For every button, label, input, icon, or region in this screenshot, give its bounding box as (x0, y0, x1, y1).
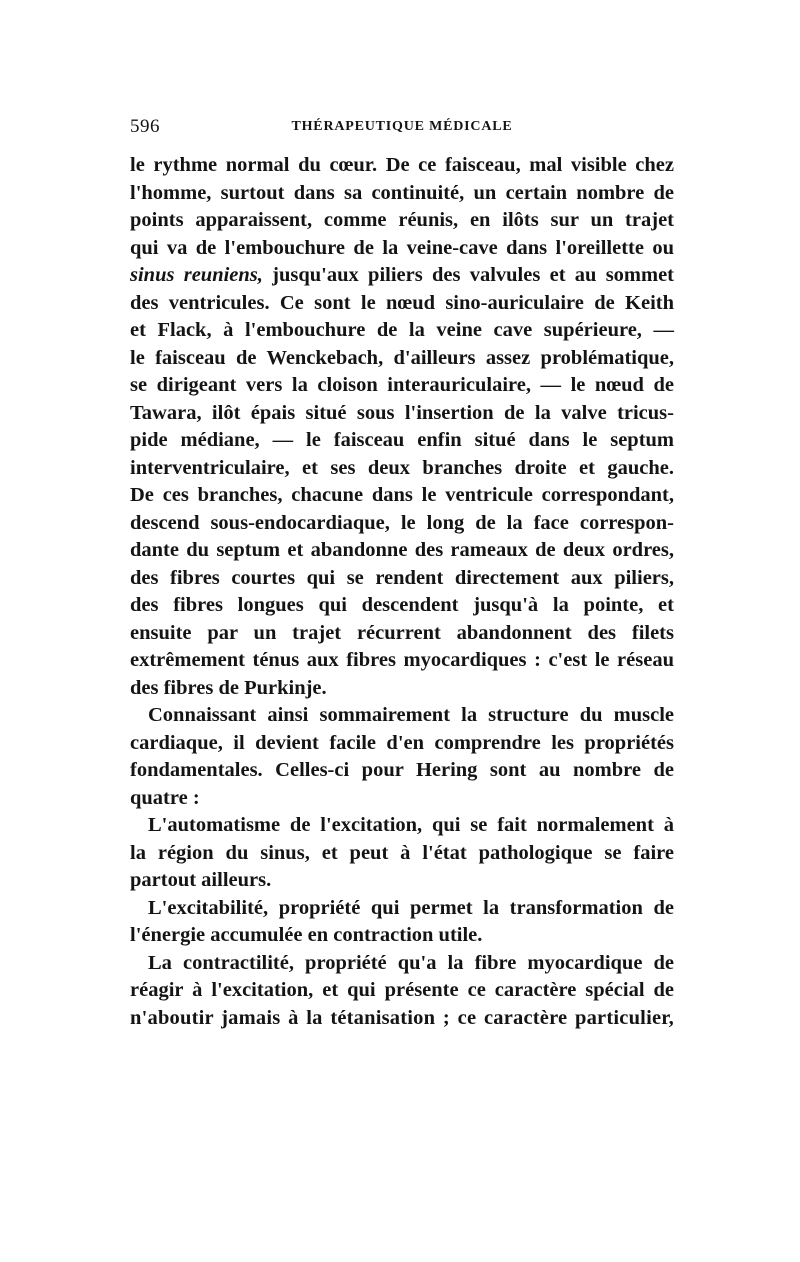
line-text: fondamentales. Celles-ci pour Hering sont au nombre de (130, 759, 674, 781)
text-line (130, 180, 674, 208)
text-line (130, 840, 674, 868)
line-text: ensuite par un trajet récurrent abandonnent des filets (130, 621, 674, 644)
text-line (130, 345, 674, 373)
text-line (130, 152, 674, 180)
text-line (130, 785, 674, 813)
line-text: Tawara, ilôt épais situé sous l'insertion de la valve tricus- (130, 401, 674, 424)
text-line (130, 317, 674, 345)
line-text: interventriculaire, et ses deux branches droite et gauche. (130, 456, 674, 479)
line-text: De ces branches, chacune dans le ventricule correspondant, (130, 484, 674, 506)
italic-term: sinus reuniens, (130, 264, 263, 286)
line-text: quatre : (130, 786, 200, 809)
line-text: partout ailleurs. (130, 869, 272, 891)
running-head: THÉRAPEUTIQUE MÉDICALE (291, 119, 513, 134)
page-number: 596 (130, 116, 160, 137)
text-line (130, 950, 674, 978)
text-line (130, 620, 674, 648)
text-line (130, 592, 674, 620)
text-line (130, 290, 674, 318)
line-text: L'automatisme de l'excitation, qui se fait normalement à (148, 814, 674, 836)
text-line (130, 455, 674, 483)
line-text: L'excitabilité, propriété qui permet la transformation de (148, 896, 674, 919)
text-line (130, 565, 674, 593)
text-line (130, 1005, 674, 1033)
line-text: la région du sinus, et peut à l'état pathologique se faire (130, 841, 674, 864)
text-line (130, 757, 674, 785)
line-text: réagir à l'excitation, et qui présente ce caractère spécial de (130, 979, 674, 1001)
page-header (130, 116, 674, 140)
line-text: le faisceau de Wenckebach, d'ailleurs assez problématique, (130, 346, 674, 369)
text-line (130, 262, 674, 290)
line-text: des ventricules. Ce sont le nœud sino-auriculaire de Keith (130, 291, 674, 314)
line-text: pide médiane, — le faisceau enfin situé dans le septum (130, 429, 674, 451)
text-line (130, 730, 674, 758)
line-text: qui va de l'embouchure de la veine-cave dans l'oreillette ou (130, 236, 674, 259)
line-text: des fibres courtes qui se rendent directement aux piliers, (130, 566, 674, 589)
text-line (130, 482, 674, 510)
line-text: cardiaque, il devient facile d'en comprendre les propriétés (130, 731, 674, 754)
text-line (130, 372, 674, 400)
text-line (130, 702, 674, 730)
line-text: et Flack, à l'embouchure de la veine cave supérieure, — (130, 319, 674, 341)
text-line (130, 647, 674, 675)
line-text: le rythme normal du cœur. De ce faisceau, mal visible chez (130, 154, 674, 176)
line-text: se dirigeant vers la cloison interauriculaire, — le nœud de (130, 374, 674, 396)
body-text (130, 152, 674, 1032)
line-text: n'aboutir jamais à la tétanisation ; ce caractère particulier, (130, 1006, 674, 1029)
line-text: Connaissant ainsi sommairement la structure du muscle (148, 704, 674, 726)
line-text: l'homme, surtout dans sa continuité, un certain nombre de (130, 181, 674, 204)
line-text: jusqu'aux piliers des valvules et au sommet (262, 264, 674, 286)
text-line (130, 235, 674, 263)
line-text: l'énergie accumulée en contraction utile. (130, 924, 483, 946)
line-text: extrêmement ténus aux fibres myocardiques : c'est le réseau (130, 649, 674, 671)
text-line (130, 207, 674, 235)
text-line (130, 537, 674, 565)
line-text: des fibres de Purkinje. (130, 676, 327, 699)
text-line (130, 812, 674, 840)
text-line (130, 427, 674, 455)
line-text: points apparaissent, comme réunis, en ilôts sur un trajet (130, 209, 674, 231)
text-line (130, 675, 674, 703)
text-line (130, 977, 674, 1005)
text-line (130, 867, 674, 895)
line-text: La contractilité, propriété qu'a la fibre myocardique de (148, 951, 674, 974)
text-line (130, 400, 674, 428)
line-text: descend sous-endocardiaque, le long de la face correspon- (130, 511, 674, 534)
line-text: des fibres longues qui descendent jusqu'à la pointe, et (130, 594, 674, 616)
text-line (130, 922, 674, 950)
line-text: dante du septum et abandonne des rameaux de deux ordres, (130, 539, 674, 561)
text-line (130, 895, 674, 923)
text-line (130, 510, 674, 538)
